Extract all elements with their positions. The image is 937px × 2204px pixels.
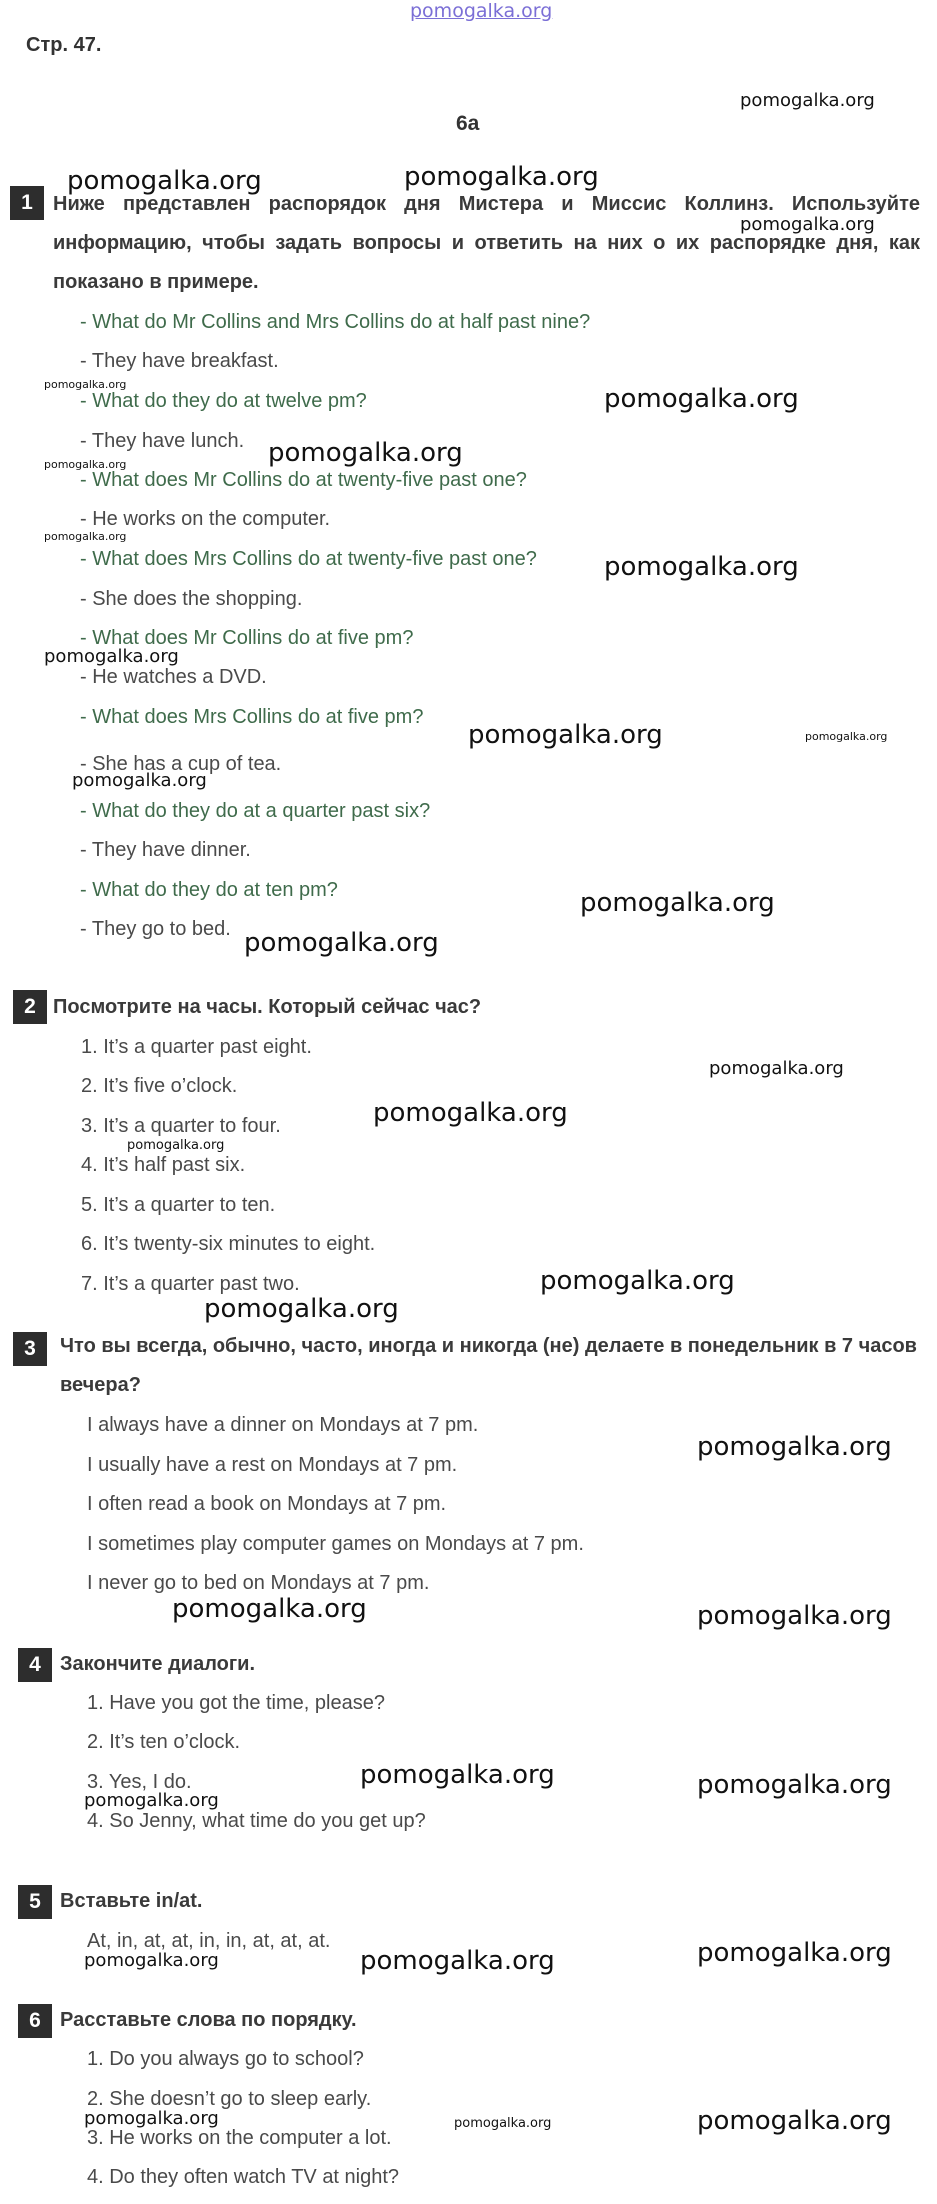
watermark: pomogalka.org (172, 1594, 367, 1624)
top-link[interactable]: pomogalka.org (410, 0, 553, 22)
dialog-question: - What do they do at a quarter past six? (80, 800, 431, 822)
watermark: pomogalka.org (697, 1432, 892, 1462)
answer-item: 6. It’s twenty-six minutes to eight. (81, 1233, 376, 1255)
answer-item: I usually have a rest on Mondays at 7 pm. (87, 1454, 458, 1476)
answer-item: 2. It’s five o’clock. (81, 1075, 238, 1097)
dialog-question: - What do they do at twelve pm? (80, 390, 367, 412)
answer-item: 2. She doesn’t go to sleep early. (87, 2088, 372, 2110)
watermark: pomogalka.org (72, 770, 207, 791)
dialog-answer: - She has a cup of tea. (80, 753, 282, 775)
page-reference: Стр. 47. (26, 34, 102, 56)
answer-item: I often read a book on Mondays at 7 pm. (87, 1493, 447, 1515)
watermark: pomogalka.org (404, 162, 599, 192)
dialog-question: - What does Mrs Collins do at five pm? (80, 706, 424, 728)
watermark: pomogalka.org (84, 1950, 219, 1971)
dialog-answer: - They go to bed. (80, 918, 231, 940)
task-number-badge: 5 (18, 1885, 52, 1919)
watermark: pomogalka.org (468, 720, 663, 750)
dialog-question: - What does Mrs Collins do at twenty-five past one? (80, 548, 537, 570)
answer-item: 2. It’s ten o’clock. (87, 1731, 241, 1753)
watermark: pomogalka.org (268, 438, 463, 468)
watermark: pomogalka.org (84, 1790, 219, 1811)
dialog-question: - What does Mr Collins do at five pm? (80, 627, 414, 649)
watermark: pomogalka.org (604, 384, 799, 414)
watermark: pomogalka.org (244, 928, 439, 958)
watermark: pomogalka.org (204, 1294, 399, 1324)
watermark: pomogalka.org (373, 1098, 568, 1128)
watermark: pomogalka.org (360, 1946, 555, 1976)
watermark: pomogalka.org (44, 530, 127, 543)
watermark: pomogalka.org (127, 1138, 225, 1153)
task-instruction: Посмотрите на часы. Который сейчас час? (53, 996, 482, 1018)
dialog-answer: - They have lunch. (80, 430, 245, 452)
watermark: pomogalka.org (454, 2116, 552, 2131)
task-instruction: Вставьте in/at. (60, 1890, 203, 1912)
dialog-answer: - She does the shopping. (80, 588, 303, 610)
watermark: pomogalka.org (697, 2106, 892, 2136)
dialog-answer: - He watches a DVD. (80, 666, 267, 688)
watermark: pomogalka.org (84, 2108, 219, 2129)
answer-item: 3. He works on the computer a lot. (87, 2127, 392, 2149)
task-number-badge: 6 (18, 2004, 52, 2038)
task-number-badge: 2 (13, 990, 47, 1024)
watermark: pomogalka.org (67, 166, 262, 196)
watermark: pomogalka.org (740, 214, 875, 235)
watermark: pomogalka.org (540, 1266, 735, 1296)
answer-item: 4. So Jenny, what time do you get up? (87, 1810, 426, 1832)
task-number-badge: 3 (13, 1332, 47, 1366)
answer-item: 1. It’s a quarter past eight. (81, 1036, 312, 1058)
watermark: pomogalka.org (44, 646, 179, 667)
watermark: pomogalka.org (580, 888, 775, 918)
task-instruction: Расставьте слова по порядку. (60, 2009, 357, 2031)
watermark: pomogalka.org (604, 552, 799, 582)
answer-item: 4. It’s half past six. (81, 1154, 246, 1176)
watermark: pomogalka.org (709, 1058, 844, 1079)
task-instruction: Закончите диалоги. (60, 1653, 256, 1675)
dialog-question: - What do they do at ten pm? (80, 879, 338, 901)
watermark: pomogalka.org (697, 1770, 892, 1800)
answer-item: 5. It’s a quarter to ten. (81, 1194, 276, 1216)
watermark: pomogalka.org (360, 1760, 555, 1790)
answer-item: At, in, at, at, in, in, at, at, at. (87, 1930, 331, 1952)
answer-item: 4. Do they often watch TV at night? (87, 2166, 400, 2188)
task-instruction: Ниже представлен распорядок дня Мистера и Миссис Коллинз. Используйте информацию, чтобы задать вопросы и ответить на них о их распорядке дня, как показано в примере. (53, 193, 920, 293)
answer-item: 7. It’s a quarter past two. (81, 1273, 300, 1295)
answer-item: 3. It’s a quarter to four. (81, 1115, 281, 1137)
answer-item: I never go to bed on Mondays at 7 pm. (87, 1572, 430, 1594)
answer-item: 3. Yes, I do. (87, 1771, 192, 1793)
dialog-answer: - He works on the computer. (80, 508, 331, 530)
dialog-answer: - They have dinner. (80, 839, 251, 861)
dialog-question: - What do Mr Collins and Mrs Collins do at half past nine? (80, 311, 591, 333)
dialog-question: - What does Mr Collins do at twenty-five past one? (80, 469, 527, 491)
watermark: pomogalka.org (697, 1938, 892, 1968)
dialog-answer: - They have breakfast. (80, 350, 279, 372)
answer-item: 1. Do you always go to school? (87, 2048, 364, 2070)
answer-item: I always have a dinner on Mondays at 7 pm. (87, 1414, 479, 1436)
answer-item: I sometimes play computer games on Mondays at 7 pm. (87, 1533, 584, 1555)
watermark: pomogalka.org (44, 458, 127, 471)
watermark: pomogalka.org (805, 730, 888, 743)
task-number-badge: 4 (18, 1648, 52, 1682)
answer-item: 1. Have you got the time, please? (87, 1692, 385, 1714)
watermark: pomogalka.org (44, 378, 127, 391)
task-number-badge: 1 (10, 186, 44, 220)
section-title: 6a (456, 112, 480, 135)
watermark: pomogalka.org (740, 90, 875, 111)
watermark: pomogalka.org (697, 1601, 892, 1631)
task-instruction: Что вы всегда, обычно, часто, иногда и никогда (не) делаете в понедельник в 7 часов вечера? (60, 1335, 917, 1396)
